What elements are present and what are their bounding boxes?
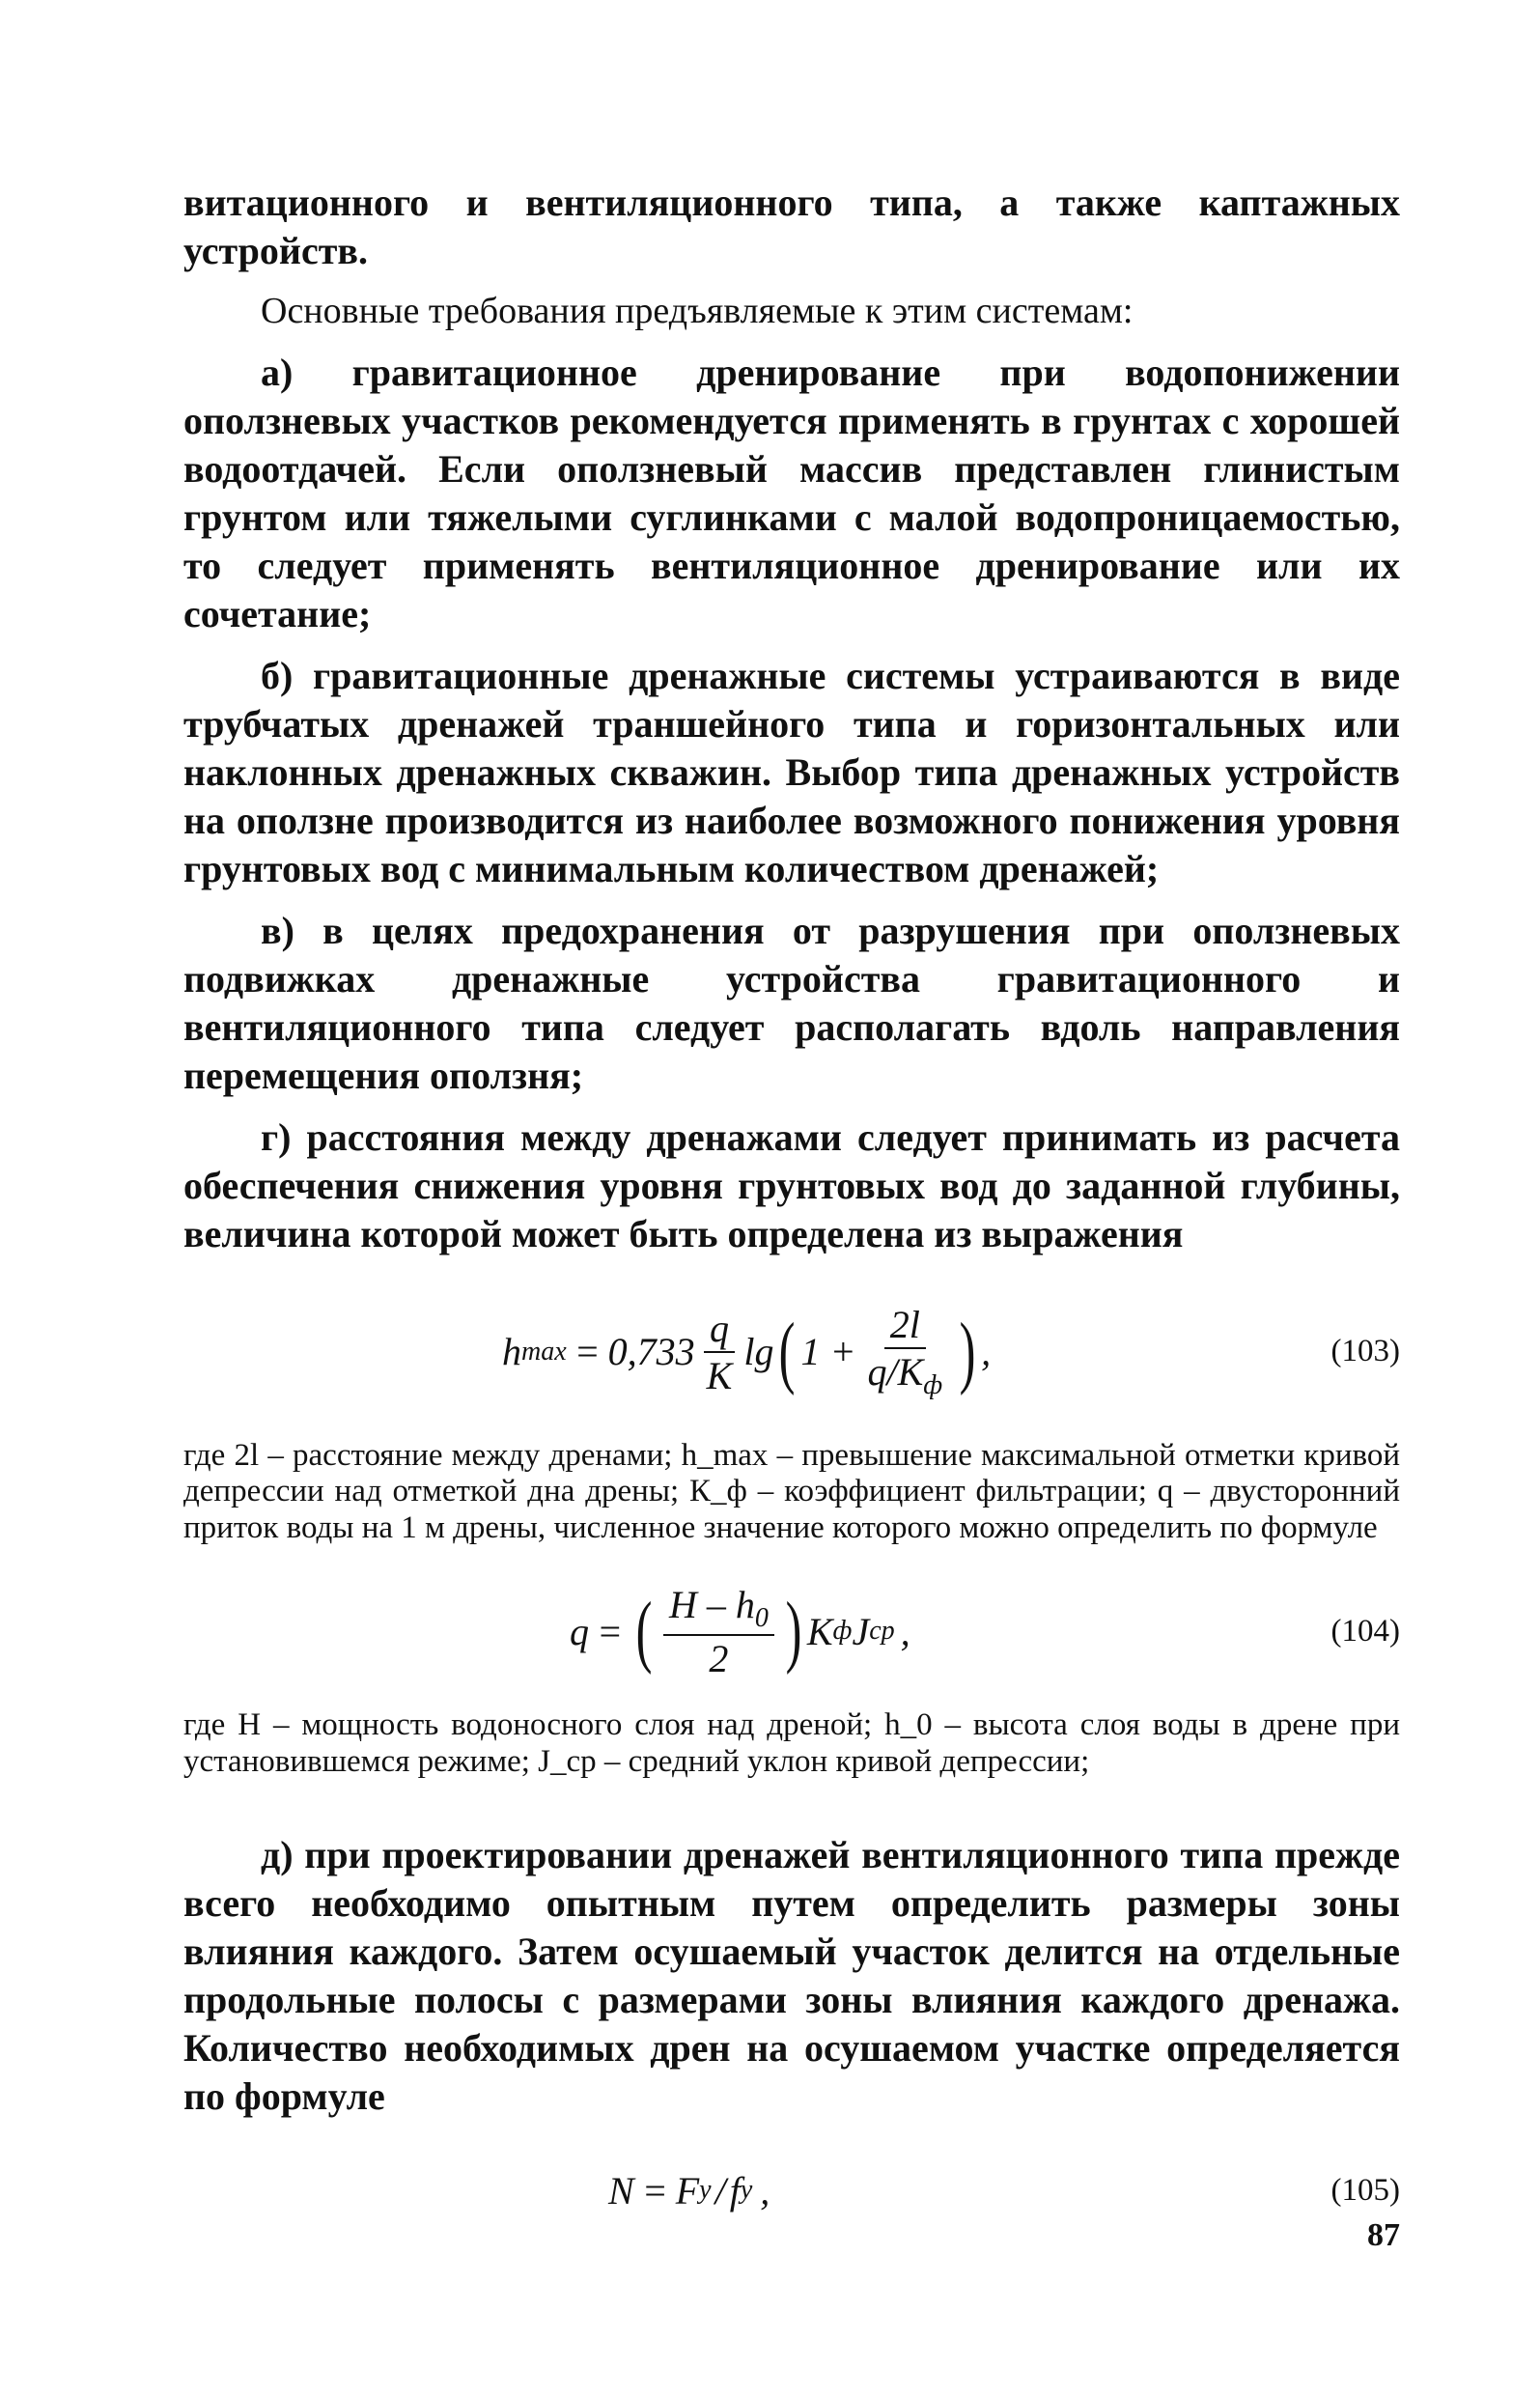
formula-104-number: (104) [1330,1613,1400,1649]
formula-103 [183,1280,1400,1424]
paragraph-item-b: б) гравитационные дренажные системы устраиваются в виде трубчатых дренажей траншейного типа и горизонтальных или наклонных дренажных скважин. Выбор типа дренажных устройств на оползне производится из наиболее возможного понижения уровня грунтовых вод с минимальным количеством дренажей; [183,653,1400,890]
paragraph-where-103: где 2l – расстояние между дренами; h_max – превышение максимальной отметки кривой депрессии над отметкой дна дрены; К_ф – коэффициент фильтрации; q – двусторонний приток воды на 1 м дрены, численное значение которого можно определить по формуле [183,1437,1400,1546]
formula-103-number: (103) [1330,1334,1400,1368]
paragraph-item-g: г) расстояния между дренажами следует принимать из расчета обеспечения снижения уровня грунтовых вод до заданной глубины, величина которой может быть определена из выражения [183,1114,1400,1255]
formula-104-expression: q = ( $\frac{H - h_0}{2}$ ) K ф J cp , [570,1582,910,1680]
formula-103-fraction-1: $\frac{q}{K}$ [701,1306,739,1398]
paragraph-requirements-intro: Основные требования предъявляемые к этим системам: [261,291,1134,331]
paragraph-continuation: витационного и вентиляционного типа, а также каптажных устройств. [183,181,1400,272]
formula-103-expression: h max = 0,733 $\frac{q}{K}$ lg ( 1 + $\frac{2l}{q/K_ф}$ ) , [502,1303,992,1400]
formula-104-fraction: $\frac{H - h_0}{2}$ [663,1582,774,1681]
page-number: 87 [1367,2217,1400,2253]
paragraph-where-104: где H – мощность водоносного слоя над дреной; h_0 – высота слоя воды в дрене при установившемся режиме; J_cp – средний уклон кривой депрессии; [183,1707,1400,1780]
paragraph-item-d: д) при проектировании дренажей вентиляционного типа прежде всего необходимо опытным путем определить размеры зоны влияния каждого. Затем осушаемый участок делится на отдельные продольные полосы с размерами зоны влияния каждого дренажа. Количество необходимых дрен на осушаемом участке определяется по формуле [183,1833,1400,2119]
formula-104 [183,1568,1400,1694]
page-text [183,179,1400,2239]
paragraph-item-v: в) в целях предохранения от разрушения при оползневых подвижках дренажные устройства гравитационного и вентиляционного типа следует располагать вдоль направления перемещения оползня; [183,908,1400,1097]
paragraph-item-a: а) гравитационное дренирование при водопонижении оползневых участков рекомендуется применять в грунтах с хорошей водоотдачей. Если оползневый массив представлен глинистым грунтом или тяжелыми суглинками с малой водопроницаемостью, то следует применять вентиляционное дренирование или их сочетание; [183,350,1400,635]
formula-105-number: (105) [1330,2172,1400,2208]
formula-105 [183,2142,1400,2239]
formula-105-expression: N = F y / f y , [608,2168,770,2213]
formula-103-fraction-2: $\frac{2l}{q/K_ф}$ [867,1303,943,1400]
